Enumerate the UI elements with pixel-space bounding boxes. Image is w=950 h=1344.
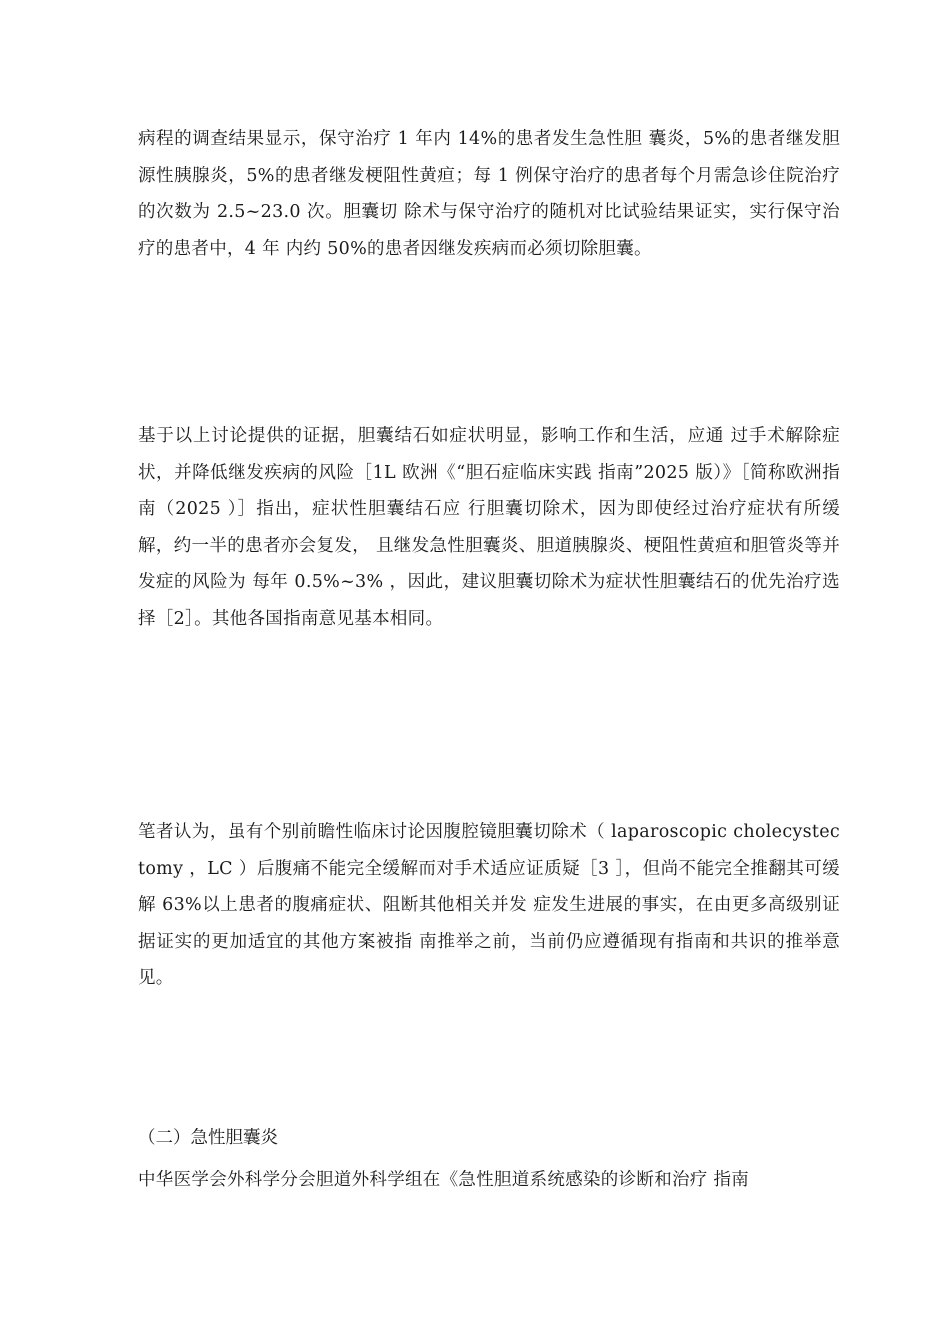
paragraph-acute-cholecystitis-intro: 中华医学会外科学分会胆道外科学组在《急性胆道系统感染的诊断和治疗 指南 bbox=[138, 1170, 750, 1190]
paragraph-guideline-evidence: 基于以上讨论提供的证据，胆囊结石如症状明显，影响工作和生活，应通 过手术解除症状，并降低继发疾病的风险［1L 欧洲《“胆石症临床实践 指南”2025 版）》［简称欧洲指南（2025 ）］指出，症状性胆囊结石应 行胆囊切除术，因为即使经过治疗症状有所缓解，约一半的患者亦会复发， 且继发急性胆囊炎、胆道胰腺炎、梗阻性黄疸和胆管炎等并发症的风险为 每年 0.5%~3% ，因此，建议胆囊切除术为症状性胆囊结石的优先治疗选 择［2］。其他各国指南意见基本相同。 bbox=[138, 426, 840, 629]
section-heading-acute-cholecystitis: （二）急性胆囊炎 bbox=[138, 1128, 278, 1148]
paragraph-author-opinion: 笔者认为，虽有个别前瞻性临床讨论因腹腔镜胆囊切除术（ laparoscopic cholecystectomy ，LC ）后腹痛不能完全缓解而对手术适应证质疑［3 ］，但尚不能完全推翻其可缓解 63%以上患者的腹痛症状、阻断其他相关并发 症发生进展的事实，在由更多高级别证据证实的更加适宜的其他方案被指 南推举之前，当前仍应遵循现有指南和共识的推举意见。 bbox=[138, 822, 840, 988]
paragraph-symptomatic-course: 病程的调查结果显示，保守治疗 1 年内 14%的患者发生急性胆 囊炎，5%的患者继发胆源性胰腺炎，5%的患者继发梗阻性黄疸；每 1 例保守治疗的患者每个月需急诊住院治疗的次数为 2.5~23.0 次。胆囊切 除术与保守治疗的随机对比试验结果证实，实行保守治疗的患者中，4 年 内约 50%的患者因继发疾病而必须切除胆囊。 bbox=[138, 129, 840, 259]
